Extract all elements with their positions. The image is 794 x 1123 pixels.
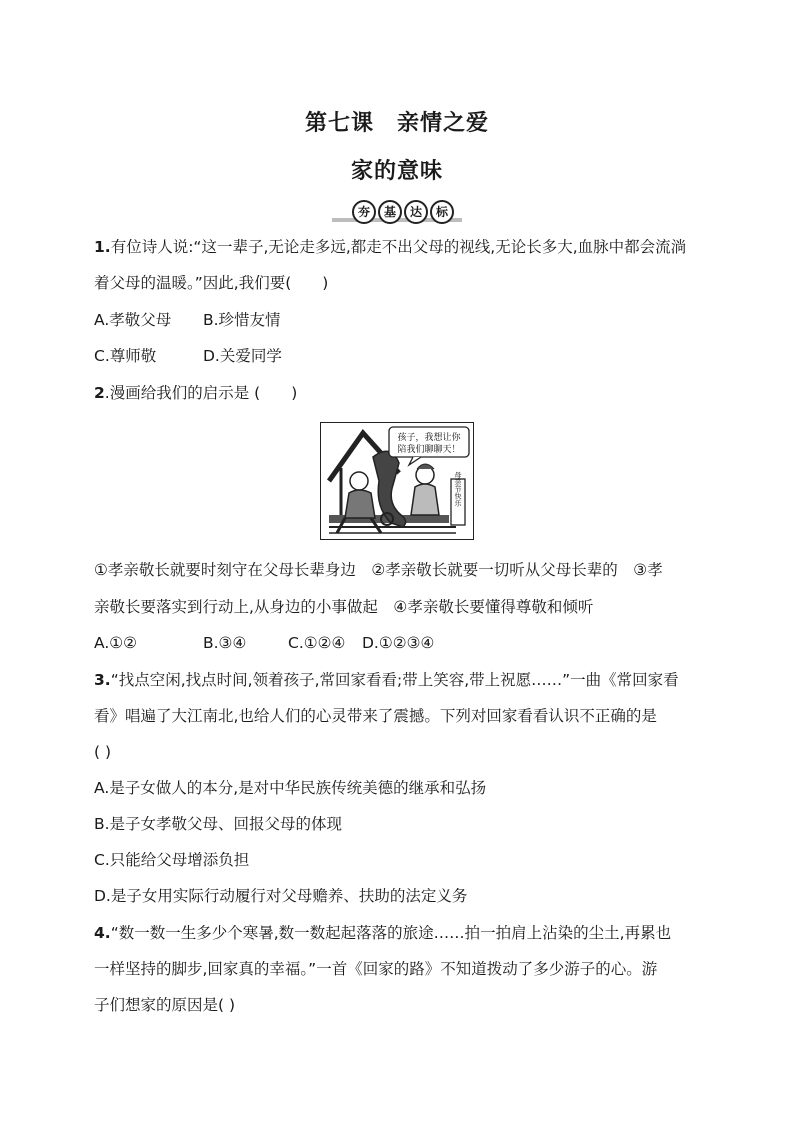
question-2-statement-2: 亲敬长要落实到行动上,从身边的小事做起 ④孝亲敬长要懂得尊敬和倾听 xyxy=(94,598,594,616)
question-2-text: .漫画给我们的启示是 ( ) xyxy=(104,384,298,402)
question-3-line-2: 看》唱遍了大江南北,也给人们的心灵带来了震撼。下列对回家看看认识不正确的是 xyxy=(94,707,657,725)
old-man-head xyxy=(350,472,368,490)
question-2-line-1 xyxy=(94,382,704,404)
question-2-number: 2 xyxy=(94,384,105,402)
question-1-option-b: B.珍惜友情 xyxy=(203,311,281,329)
speech-text-2: 陪我们聊聊天！ xyxy=(397,445,461,455)
question-1-line-1 xyxy=(94,236,704,258)
question-2-option-b: B.③④ xyxy=(203,634,247,652)
question-3-number: 3. xyxy=(94,671,111,689)
speech-text-1: 孩子，我想让你 xyxy=(397,433,461,443)
old-woman-body xyxy=(411,484,439,515)
cartoon-image xyxy=(320,422,474,540)
old-man-body xyxy=(345,490,375,518)
badge-char: 基 xyxy=(378,200,402,224)
question-3-option-c: C.只能给父母增添负担 xyxy=(94,851,250,869)
badge-char: 夯 xyxy=(352,200,376,224)
sign-text: 母亲节快乐 xyxy=(454,471,462,507)
cartoon-drawing xyxy=(321,423,472,538)
question-1-line-2: 着父母的温暖。”因此,我们要( ) xyxy=(94,274,329,292)
lesson-title: 第七课 亲情之爱 xyxy=(304,111,489,136)
question-1-number: 1. xyxy=(94,238,111,256)
question-1-option-a: A.孝敬父母 xyxy=(94,311,172,329)
section-title: 家的意味 xyxy=(350,159,443,184)
question-3-option-a: A.是子女做人的本分,是对中华民族传统美德的继承和弘扬 xyxy=(94,779,487,797)
question-2-option-a: A.①② xyxy=(94,634,138,652)
question-4-line-2: 一样坚持的脚步,回家真的幸福。”一首《回家的路》不知道拨动了多少游子的心。游 xyxy=(94,960,658,978)
question-1-text: 有位诗人说:“这一辈子,无论走多远,都走不出父母的视线,无论长多大,血脉中都会流淌 xyxy=(110,238,687,256)
question-3-option-b: B.是子女孝敬父母、回报父母的体现 xyxy=(94,815,343,833)
question-3-line-3: ( ) xyxy=(94,743,112,761)
section-badge xyxy=(332,200,462,224)
question-2-option-c: C.①②④ xyxy=(288,634,346,652)
question-1-option-c: C.尊师敬 xyxy=(94,347,157,365)
badge-char: 达 xyxy=(404,200,428,224)
question-1-option-d: D.关爱同学 xyxy=(203,347,282,365)
question-3-text: “找点空闲,找点时间,领着孩子,常回家看看;带上笑容,带上祝愿……”一曲《常回家看 xyxy=(110,671,679,689)
question-3-option-d: D.是子女用实际行动履行对父母赡养、扶助的法定义务 xyxy=(94,887,468,905)
question-4-text: “数一数一生多少个寒暑,数一数起起落落的旅途……拍一拍肩上沾染的尘土,再累也 xyxy=(110,924,672,942)
question-2-option-d: D.①②③④ xyxy=(362,634,435,652)
badge-char: 标 xyxy=(430,200,454,224)
question-4-number: 4. xyxy=(94,924,111,942)
question-2-statement-1: ①孝亲敬长就要时刻守在父母长辈身边 ②孝亲敬长就要一切听从父母长辈的 ③孝 xyxy=(94,561,663,579)
question-4-line-1 xyxy=(94,922,704,944)
question-3-line-1 xyxy=(94,669,704,691)
question-4-line-3: 子们想家的原因是( ) xyxy=(94,996,236,1014)
